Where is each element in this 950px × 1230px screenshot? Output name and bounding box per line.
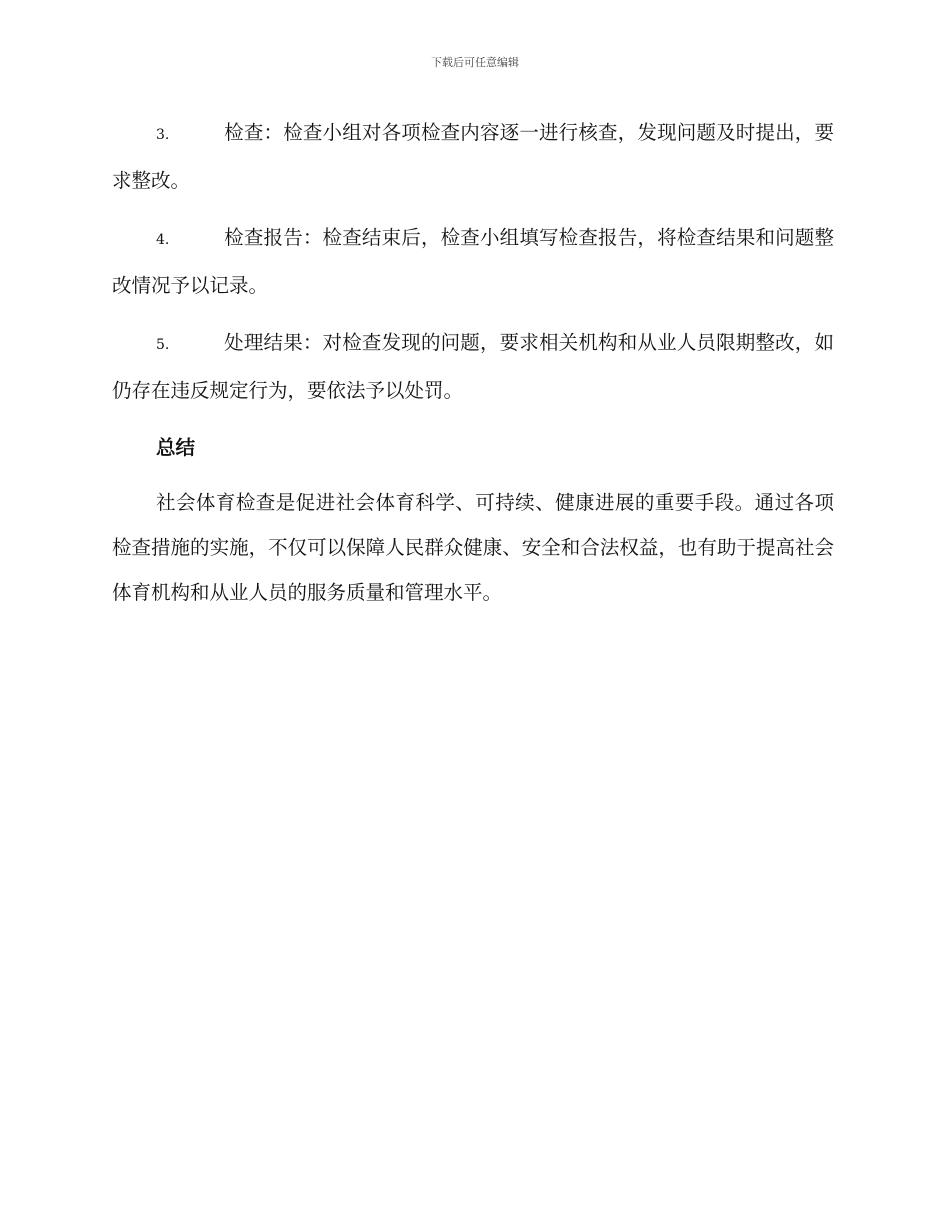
summary-paragraph: 社会体育检查是促进社会体育科学、可持续、健康进展的重要手段。通过各项检查措施的实施，不仅可以保障人民群众健康、安全和合法权益，也有助于提高社会体育机构和从业人员的服务质量和管理水平。 xyxy=(112,491,834,604)
list-item-number: 5. xyxy=(156,337,170,353)
document-body xyxy=(112,110,834,615)
list-item-text: 检查报告：检查结束后，检查小组填写检查报告，将检查结果和问题整改情况予以记录。 xyxy=(112,226,834,297)
summary-heading: 总结 xyxy=(156,436,196,459)
list-item-number: 4. xyxy=(156,232,170,248)
list-item-5 xyxy=(112,320,834,413)
page-header: 下载后可任意编辑 xyxy=(431,56,519,69)
list-item-3 xyxy=(112,110,834,203)
list-item-number: 3. xyxy=(156,127,170,143)
list-item-text: 检查：检查小组对各项检查内容逐一进行核查，发现问题及时提出，要求整改。 xyxy=(112,121,834,192)
list-item-4 xyxy=(112,215,834,308)
list-item-text: 处理结果：对检查发现的问题，要求相关机构和从业人员限期整改，如仍存在违反规定行为，要依法予以处罚。 xyxy=(112,331,834,402)
